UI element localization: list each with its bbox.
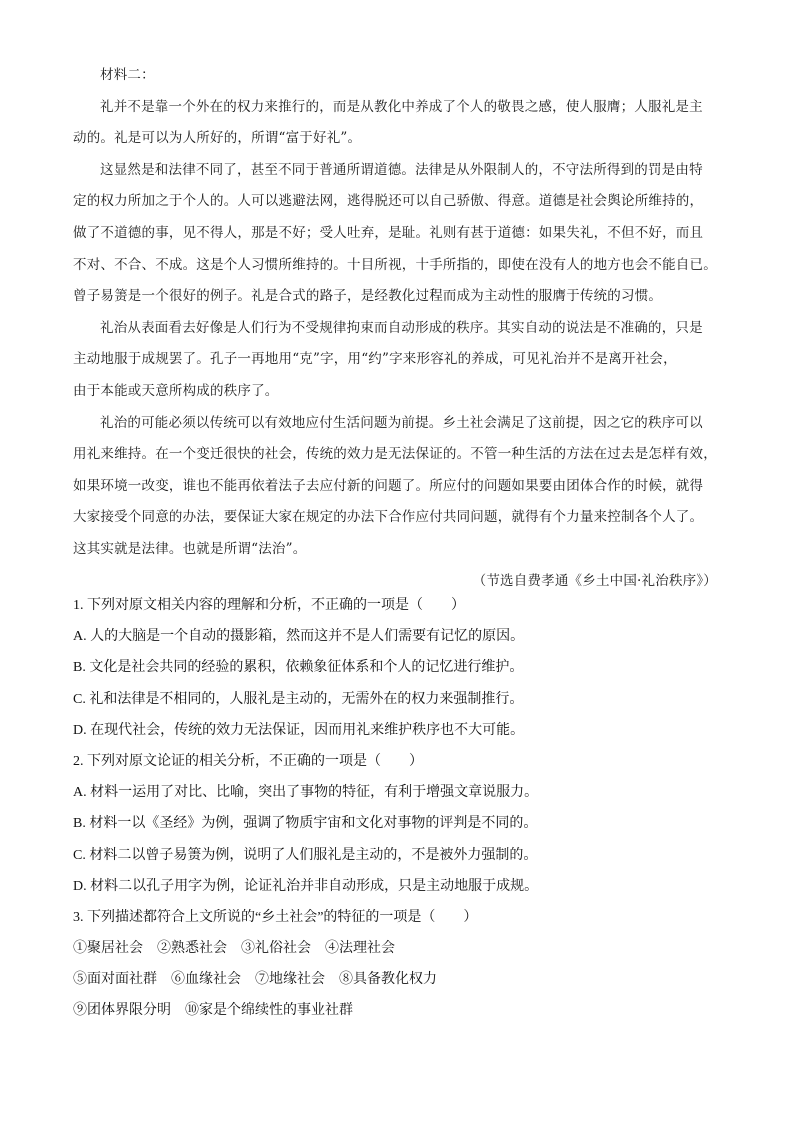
passage-line: 曾子易箦是一个很好的例子。礼是合式的路子，是经教化过程而成为主动性的服膺于传统的习惯。 (73, 288, 663, 305)
answer-option: B. 材料一以《圣经》为例，强调了物质宇宙和文化对事物的评判是不同的。 (73, 816, 538, 832)
question-stem: 2. 下列对原文论证的相关分析，不正确的一项是（ ） (73, 753, 423, 769)
passage-line: 做了不道德的事，见不得人，那是不好；受人吐弃，是耻。礼则有甚于道德：如果失礼，不但不好，而且 (73, 224, 704, 241)
question-stem: 1. 下列对原文相关内容的理解和分析，不正确的一项是（ ） (73, 598, 465, 613)
answer-option: D. 材料二以孔子用字为例，论证礼治并非自动形成，只是主动地服于成规。 (73, 878, 539, 894)
passage-line: 定的权力所加之于个人的。人可以逃避法网，逃得脱还可以自己骄傲、得意。道德是社会舆论所维持的， (73, 193, 704, 210)
passage-line: 这其实就是法律。也就是所谓“法治”。 (73, 540, 307, 557)
passage-line: 主动地服于成规罢了。孔子一再地用“克”字，用“约”字来形容礼的养成，可见礼治并不是离开社会， (73, 351, 677, 368)
answer-option: C. 材料二以曾子易箦为例，说明了人们服礼是主动的，不是被外力强制的。 (73, 847, 538, 863)
passage-line: 由于本能或天意所构成的秩序了。 (73, 382, 279, 399)
passage-line: 动的。礼是可以为人所好的，所谓“富于好礼”。 (73, 130, 362, 147)
answer-option: B. 文化是社会共同的经验的累积，依赖象征体系和个人的记忆进行维护。 (73, 660, 524, 676)
question-stem: 3. 下列描述都符合上文所说的“乡土社会”的特征的一项是（ ） (73, 909, 478, 925)
feature-list-line: ⑨团体界限分明 ⑩家是个绵续性的事业社群 (73, 1003, 353, 1019)
passage-line: 这显然是和法律不同了，甚至不同于普通所谓道德。法律是从外限制人的，不守法所得到的罚是由特 (100, 161, 703, 178)
passage-line: 礼并不是靠一个外在的权力来推行的，而是从教化中养成了个人的敬畏之感，使人服膺；人服礼是主 (100, 98, 703, 115)
passage-line: 不对、不合、不成。这是个人习惯所维持的。十目所视，十手所指的，即使在没有人的地方也会不能自已。 (73, 256, 717, 273)
answer-option: A. 材料一运用了对比、比喻，突出了事物的特征，有利于增强文章说服力。 (73, 785, 539, 801)
material-two-passage (73, 64, 723, 601)
feature-list-line: ①聚居社会 ②熟悉社会 ③礼俗社会 ④法理社会 (73, 941, 395, 957)
material-heading: 材料二： (100, 67, 155, 83)
passage-line: 用礼来维持。在一个变迁很快的社会，传统的效力是无法保证的。不管一种生活的方法在过去是怎样有效， (73, 446, 717, 463)
feature-list-line: ⑤面对面社群 ⑥血缘社会 ⑦地缘社会 ⑧具备教化权力 (73, 972, 437, 988)
passage-line: 如果环境一改变，谁也不能再依着法子去应付新的问题了。所应付的问题如果要由团体合作的时候，就得 (73, 477, 704, 494)
questions-section (73, 595, 723, 1032)
answer-option: D. 在现代社会，传统的效力无法保证，因而用礼来维护秩序也不大可能。 (73, 722, 525, 738)
passage-line: 大家接受个同意的办法，要保证大家在规定的办法下合作应付共同问题，就得有个力量来控制各个人了。 (73, 509, 704, 526)
passage-source: （节选自费孝通《乡土中国·礼治秩序》） (472, 572, 717, 589)
answer-option: A. 人的大脑是一个自动的摄影箱，然而这并不是人们需要有记忆的原因。 (73, 629, 525, 645)
passage-line: 礼治的可能必须以传统可以有效地应付生活问题为前提。乡土社会满足了这前提，因之它的秩序可以 (100, 414, 703, 431)
passage-line: 礼治从表面看去好像是人们行为不受规律拘束而自动形成的秩序。其实自动的说法是不准确的，只是 (100, 319, 703, 336)
answer-option: C. 礼和法律是不相同的，人服礼是主动的，无需外在的权力来强制推行。 (73, 691, 524, 707)
